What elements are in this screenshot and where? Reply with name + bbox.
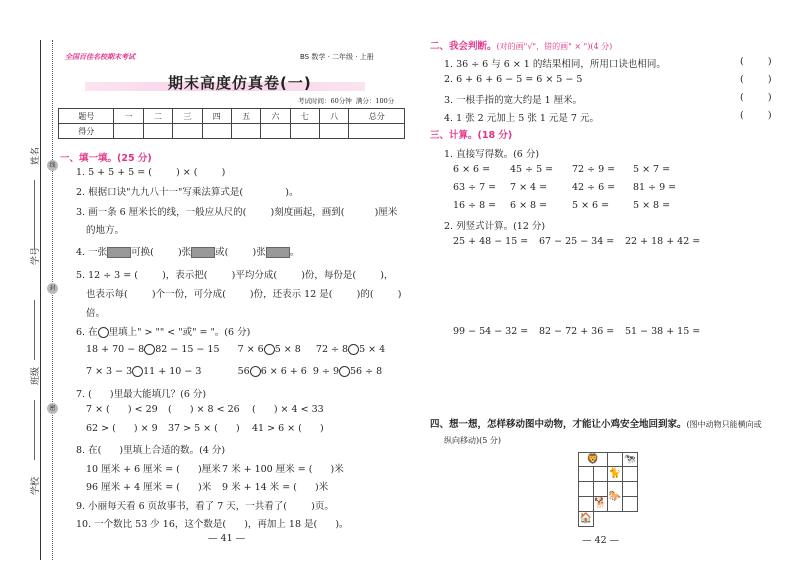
score-cell[interactable] [202, 124, 231, 139]
q7-item: ( ) × 4 < 33 [252, 404, 324, 415]
grid-cell [593, 466, 608, 482]
answer-blank[interactable]: ( ) [740, 92, 772, 103]
question-5-cont: 倍。 [86, 308, 106, 319]
section-3-heading: 三、计算。(18 分) [430, 130, 513, 141]
calc-part-2: 2. 列竖式计算。(12 分) [444, 221, 546, 232]
score-cell[interactable] [290, 124, 319, 139]
oral-calc-item: 5 × 6 = [572, 200, 610, 211]
vertical-calc-item: 51 − 38 + 15 = [625, 326, 701, 337]
name-field-label: 姓名 [31, 146, 41, 165]
id-input-line[interactable] [34, 300, 35, 360]
oral-calc-item: 16 ÷ 8 = [453, 200, 497, 211]
circle-icon [98, 327, 109, 338]
compare-circle[interactable] [348, 344, 359, 355]
score-cell[interactable] [173, 124, 202, 139]
vertical-calc-item: 22 + 18 + 42 = [625, 236, 701, 247]
question-3: 3. 画一条 6 厘米长的线，一般应从尺的( )刻度画起，画到( )厘米 [76, 207, 398, 218]
section-4-note: (图中动物只能横向或 [686, 420, 762, 429]
seal-mark: 密 [47, 403, 58, 414]
judge-item: 3. 一根手指的宽大约是 1 厘米。 [444, 95, 583, 106]
table-header: 八 [320, 109, 349, 124]
table-header: 题号 [59, 109, 114, 124]
edition-label: BS 数学 · 二年级 · 上册 [300, 53, 374, 61]
q6-text: 里填上" > "" < "或" = "。(6 分) [108, 327, 251, 338]
page-number: — 42 — [582, 535, 620, 546]
student-id-field-label: 学号 [31, 246, 41, 265]
section-4-heading [430, 416, 762, 430]
judge-item: 1. 36 ÷ 6 与 6 × 1 的结果相同，所用口诀也相同。 [444, 59, 666, 70]
grid-cell [622, 496, 638, 512]
q8-item: 9 米 + 14 米 = ( )米 [222, 482, 329, 493]
question-6 [76, 324, 250, 338]
home-icon: 🏠 [578, 511, 594, 527]
score-table [58, 108, 405, 139]
table-header: 三 [173, 109, 202, 124]
question-8: 8. 在( )里填上合适的数。(4 分) [76, 445, 226, 456]
question-9: 9. 小丽每天看 6 页故事书，看了 7 天，一共看了( )页。 [76, 501, 334, 512]
oral-calc-item: 81 ÷ 9 = [633, 182, 677, 193]
cow-icon[interactable]: 🐄 [623, 454, 637, 465]
answer-blank[interactable]: ( ) [740, 110, 772, 121]
grid-cell [622, 481, 638, 497]
table-header: 七 [290, 109, 319, 124]
judge-item: 4. 1 张 2 元加上 5 张 1 元是 7 元。 [444, 113, 599, 124]
compare-circle[interactable] [339, 366, 350, 377]
oral-calc-item: 42 ÷ 6 = [572, 182, 616, 193]
question-5-cont: 也表示每( )个一份，可分成( )份，还表示 12 是( )的( ) [86, 289, 402, 300]
vertical-calc-item: 67 − 25 − 34 = [539, 236, 615, 247]
grid-cell [578, 466, 594, 482]
cut-line [52, 40, 53, 560]
score-cell[interactable] [320, 124, 349, 139]
table-header: 六 [261, 109, 290, 124]
banknote-image [191, 247, 215, 258]
score-cell[interactable] [231, 124, 260, 139]
class-field-label: 班级 [31, 366, 41, 385]
name-input-line[interactable] [34, 180, 35, 250]
q7-item: ( ) × 8 < 26 [168, 404, 240, 415]
table-header: 一 [114, 109, 143, 124]
q4-text: 或( )张 [215, 247, 266, 258]
answer-blank[interactable]: ( ) [740, 56, 772, 67]
page-number: — 41 — [208, 533, 246, 544]
compare-circle[interactable] [132, 366, 143, 377]
question-2: 2. 根据口诀"九九八十一"写乘法算式是( )。 [76, 187, 299, 198]
vertical-calc-item: 82 − 72 + 36 = [539, 326, 615, 337]
vertical-calc-item: 99 − 54 − 32 = [453, 326, 529, 337]
q7-item: 7 × ( ) < 29 [86, 404, 158, 415]
section-4-title: 四、想一想，怎样移动图中动物，才能让小鸡安全地回到家。 [430, 419, 687, 430]
calc-part-1: 1. 直接写得数。(6 分) [444, 149, 540, 160]
q7-item: 62 > ( ) × 9 [86, 423, 158, 434]
section-2-heading [430, 38, 612, 52]
question-4 [76, 244, 299, 258]
score-row-label: 得分 [59, 124, 114, 139]
table-header: 五 [231, 109, 260, 124]
score-cell[interactable] [261, 124, 290, 139]
class-input-line[interactable] [34, 400, 35, 460]
series-label: 全国百佳名校期末考试 [65, 53, 135, 61]
oral-calc-item: 5 × 8 = [633, 200, 671, 211]
question-7: 7. ( )里最大能填几？(6 分) [76, 389, 207, 400]
q8-item: 7 米 + 100 厘米 = ( )米 [222, 464, 344, 475]
section-1-heading: 一、填一填。(25 分) [60, 153, 152, 164]
question-10: 10. 一个数比 53 少 16，这个数是( )，再加上 18 是( )。 [76, 519, 349, 530]
school-field-label: 学校 [31, 476, 41, 495]
q6-row: 7 × 3 − 3 11 + 10 − 3 56 6 × 6 + 6 9 ÷ 9 56 ÷ 8 [86, 366, 383, 377]
q7-item: 37 > 5 × ( ) [168, 423, 240, 434]
q4-text: 4. 一张 [76, 247, 108, 258]
score-cell[interactable] [349, 124, 405, 139]
q6-text: 6. 在 [76, 327, 98, 338]
page-title: 期末高度仿真卷(一) [168, 74, 312, 92]
oral-calc-item: 63 ÷ 7 = [453, 182, 497, 193]
q6-row: 18 + 70 − 8 82 − 15 − 15 7 × 6 5 × 8 72 ÷ 8 5 × 4 [86, 344, 386, 355]
grid-cell [622, 466, 638, 482]
oral-calc-item: 7 × 4 = [510, 182, 548, 193]
grid-cell [578, 496, 594, 512]
q4-text: 。 [289, 247, 300, 258]
score-cell[interactable] [114, 124, 143, 139]
oral-calc-item: 45 ÷ 5 = [510, 164, 554, 175]
table-header: 二 [143, 109, 172, 124]
q8-item: 96 厘米 + 4 厘米 = ( )米 [86, 482, 212, 493]
lion-icon[interactable]: 🦁 [578, 452, 608, 467]
vertical-calc-item: 25 + 48 − 15 = [453, 236, 529, 247]
question-5: 5. 12 ÷ 3 = ( )，表示把( )平均分成( )份，每份是( )， [76, 270, 394, 281]
answer-blank[interactable]: ( ) [740, 74, 772, 85]
banknote-image [107, 247, 131, 258]
cat-icon[interactable]: 🐈 [607, 466, 623, 482]
judge-item: 2. 6 + 6 + 6 − 5 = 6 × 5 − 5 [444, 74, 583, 85]
score-cell[interactable] [143, 124, 172, 139]
oral-calc-item: 5 × 7 = [633, 164, 671, 175]
seal-mark: 线 [47, 160, 58, 171]
compare-circle[interactable] [144, 344, 155, 355]
compare-circle[interactable] [250, 366, 261, 377]
table-header: 总分 [349, 109, 405, 124]
section-2-title: 二、我会判断。 [430, 41, 497, 52]
section-2-note: (对的画"√"，错的画" × ")(4 分) [496, 42, 613, 51]
horse-icon[interactable]: 🐎 [607, 481, 623, 512]
question-1: 1. 5 + 5 + 5 = ( ) × ( ) [76, 167, 226, 178]
question-3-cont: 的地方。 [86, 225, 125, 236]
seal-mark: 封 [47, 283, 58, 294]
section-4-note: 纵向移动)(5 分) [444, 436, 501, 445]
q7-item: 41 > 6 × ( ) [252, 423, 324, 434]
grid-cell [578, 481, 594, 497]
grid-cell [607, 452, 623, 467]
oral-calc-item: 6 × 6 = [453, 164, 491, 175]
table-header: 四 [202, 109, 231, 124]
compare-circle[interactable] [264, 344, 275, 355]
oral-calc-item: 72 ÷ 9 = [572, 164, 616, 175]
q4-text: 可换( )张 [131, 247, 192, 258]
banknote-image [266, 247, 290, 258]
oral-calc-item: 6 × 8 = [510, 200, 548, 211]
grid-cell [593, 481, 608, 497]
q8-item: 10 厘米 + 6 厘米 = ( )厘米 [86, 464, 221, 475]
exam-info: 考试时间：60分钟 满分：100分 [298, 97, 395, 105]
dog-icon[interactable]: 🐕 [593, 496, 608, 512]
